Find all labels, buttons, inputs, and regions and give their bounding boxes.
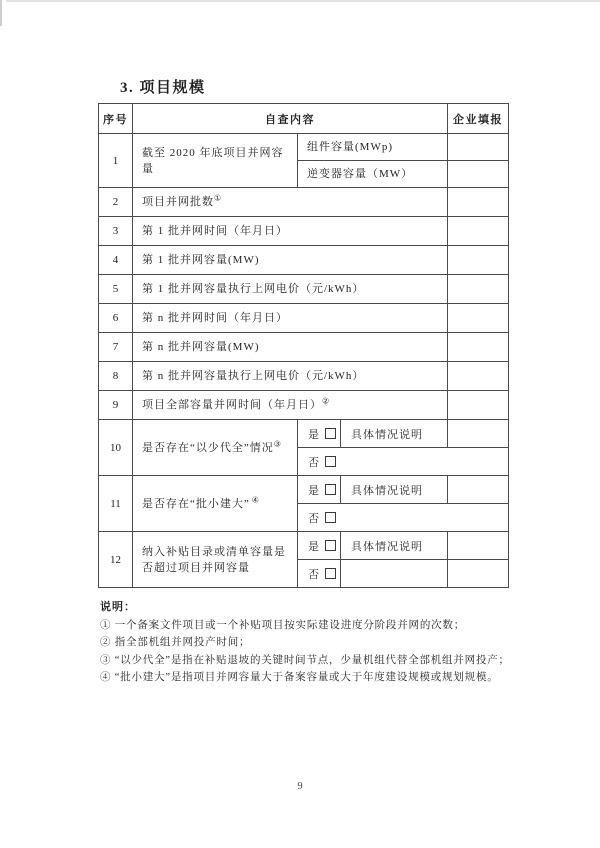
note-item: ④ “批小建大”是指项目并网容量大于备案容量或大于年度建设规模或规划规模。 xyxy=(100,672,499,683)
table-row xyxy=(99,362,509,391)
yes-option-cell xyxy=(298,420,341,448)
table-row xyxy=(99,333,509,362)
row-index: 1 xyxy=(99,134,133,188)
no-label: 否 xyxy=(308,512,320,525)
no-option-cell xyxy=(298,560,341,588)
row-label xyxy=(133,304,448,333)
fill-cell xyxy=(448,420,509,448)
yes-label: 是 xyxy=(308,484,320,497)
row-index: 10 xyxy=(99,420,133,476)
row-label xyxy=(133,420,298,476)
row-index: 11 xyxy=(99,476,133,532)
sub-row-label: 逆变器容量（MW） xyxy=(298,161,448,188)
row-label-text: 是否存在“批小建大” xyxy=(142,497,250,510)
sub-row-label: 组件容量(MWp) xyxy=(298,134,448,161)
yes-label: 是 xyxy=(308,428,320,441)
note-ref-mark: ① xyxy=(214,193,222,203)
fill-cell xyxy=(448,304,509,333)
row-label-text: 第 1 批并网容量(MW) xyxy=(142,254,260,266)
scan-artifact-top-edge xyxy=(6,0,600,2)
row-index: 6 xyxy=(99,304,133,333)
row-index: 4 xyxy=(99,246,133,275)
row-label xyxy=(133,217,448,246)
row-label xyxy=(133,333,448,362)
row-index: 8 xyxy=(99,362,133,391)
page-title: 3. 项目规模 xyxy=(120,80,206,96)
fill-cell xyxy=(448,161,509,188)
header-index: 序号 xyxy=(99,104,133,134)
row-label xyxy=(133,275,448,304)
row-index: 12 xyxy=(99,532,133,588)
row-label xyxy=(133,362,448,391)
header-self-check-content: 自查内容 xyxy=(133,104,448,134)
row-label-text: 纳入补贴目录或清单容量是否超过项目并网容量 xyxy=(142,545,286,574)
checkbox-no xyxy=(325,456,336,467)
no-label: 否 xyxy=(308,568,320,581)
fill-cell xyxy=(448,188,509,217)
scan-artifact-left-edge xyxy=(0,0,2,26)
row-label-text: 第 1 批并网容量执行上网电价（元/kWh） xyxy=(142,283,365,295)
yes-label: 是 xyxy=(308,540,320,553)
page-number: 9 xyxy=(297,781,303,792)
empty-detail-cell xyxy=(341,560,448,588)
fill-cell xyxy=(448,391,509,420)
row-label: 截至 2020 年底项目并网容量 xyxy=(133,134,298,188)
notes-heading: 说明： xyxy=(100,601,136,613)
row-index: 2 xyxy=(99,188,133,217)
row-index: 7 xyxy=(99,333,133,362)
table-row xyxy=(99,420,509,448)
fill-cell xyxy=(448,333,509,362)
no-label: 否 xyxy=(308,456,320,469)
header-enterprise-fill: 企业填报 xyxy=(448,104,509,134)
detail-label: 具体情况说明 xyxy=(341,476,448,504)
row-label-text: 第 n 批并网容量执行上网电价（元/kWh） xyxy=(142,370,365,382)
fill-cell xyxy=(448,532,509,560)
row-index: 3 xyxy=(99,217,133,246)
checkbox-no xyxy=(325,512,336,523)
row-label-text: 是否存在“以少代全”情况 xyxy=(142,441,274,454)
row-label-text: 第 1 批并网时间（年月日） xyxy=(142,225,288,237)
row-label-text: 第 n 批并网容量(MW) xyxy=(142,341,260,353)
note-ref-mark: ④ xyxy=(249,494,259,504)
row-label xyxy=(133,246,448,275)
fill-cell xyxy=(448,246,509,275)
fill-cell xyxy=(448,134,509,161)
detail-label: 具体情况说明 xyxy=(341,420,448,448)
checkbox-yes xyxy=(325,540,336,551)
row-label-text: 第 n 批并网时间（年月日） xyxy=(142,312,288,324)
row-index: 9 xyxy=(99,391,133,420)
note-ref-mark: ③ xyxy=(273,438,281,448)
row-label xyxy=(133,188,448,217)
table-row xyxy=(99,476,509,504)
note-item: ③ “以少代全”是指在补贴退坡的关键时间节点，少量机组代替全部机组并网投产； xyxy=(100,654,510,666)
row-label xyxy=(133,476,298,532)
row-label-text: 项目全部容量并网时间（年月日） xyxy=(142,399,322,411)
detail-label: 具体情况说明 xyxy=(341,532,448,560)
fill-cell xyxy=(448,217,509,246)
yes-option-cell xyxy=(298,532,341,560)
fill-cell xyxy=(448,560,509,588)
project-scale-table xyxy=(98,103,509,588)
note-ref-mark: ② xyxy=(322,396,330,406)
table-row xyxy=(99,134,509,161)
notes-section xyxy=(100,599,514,687)
note-item: ② 指全部机组并网投产时间； xyxy=(100,637,251,648)
fill-cell xyxy=(448,275,509,304)
fill-cell xyxy=(448,476,509,504)
checkbox-yes xyxy=(325,428,336,439)
row-label xyxy=(133,532,298,588)
table-row xyxy=(99,532,509,560)
table-row xyxy=(99,391,509,420)
row-label-text: 项目并网批数 xyxy=(142,196,214,208)
no-option-cell xyxy=(298,504,509,532)
row-label xyxy=(133,391,448,420)
table-row xyxy=(99,304,509,333)
yes-option-cell xyxy=(298,476,341,504)
table-header-row xyxy=(99,104,509,134)
table-row xyxy=(99,188,509,217)
no-option-cell xyxy=(298,448,509,476)
table-row xyxy=(99,246,509,275)
checkbox-yes xyxy=(325,484,336,495)
table-row xyxy=(99,217,509,246)
checkbox-no xyxy=(325,568,336,579)
row-index: 5 xyxy=(99,275,133,304)
note-item: ① 一个备案文件项目或一个补贴项目按实际建设进度分阶段并网的次数； xyxy=(100,619,466,631)
table-row xyxy=(99,275,509,304)
fill-cell xyxy=(448,362,509,391)
